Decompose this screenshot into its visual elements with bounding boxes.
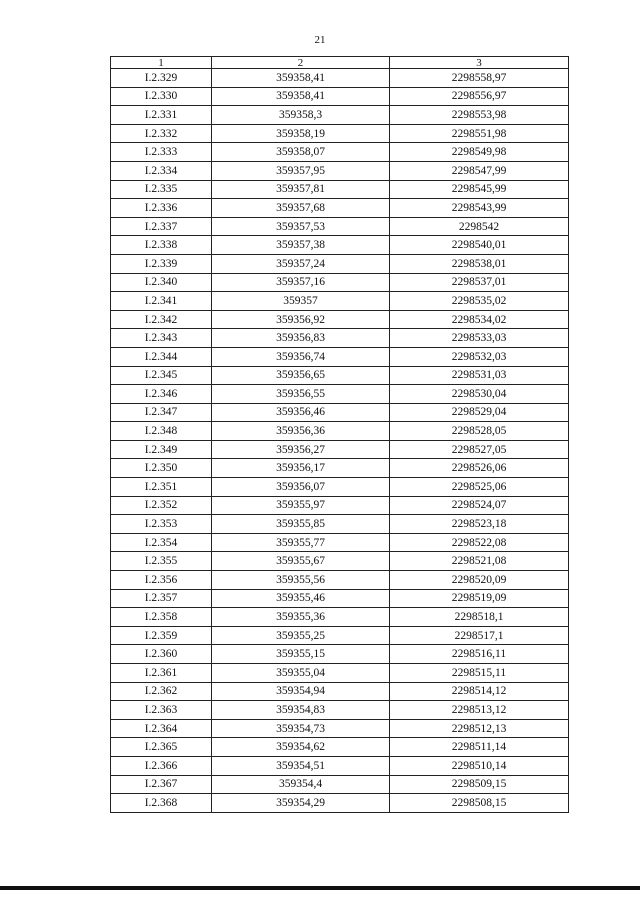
point-id-cell: I.2.343 (111, 329, 212, 348)
point-id-cell: I.2.354 (111, 533, 212, 552)
x-coordinate-cell: 359356,55 (212, 385, 390, 404)
x-coordinate-cell: 359355,15 (212, 645, 390, 664)
x-coordinate-cell: 359354,73 (212, 719, 390, 738)
table-header-row (111, 57, 569, 69)
x-coordinate-cell: 359355,85 (212, 515, 390, 534)
x-coordinate-cell: 359355,04 (212, 664, 390, 683)
table-row (111, 236, 569, 255)
point-id-cell: I.2.333 (111, 143, 212, 162)
point-id-cell: I.2.339 (111, 254, 212, 273)
x-coordinate-cell: 359356,83 (212, 329, 390, 348)
table-row (111, 310, 569, 329)
x-coordinate-cell: 359354,83 (212, 701, 390, 720)
point-id-cell: I.2.366 (111, 756, 212, 775)
point-id-cell: I.2.342 (111, 310, 212, 329)
x-coordinate-cell: 359355,36 (212, 608, 390, 627)
table-body (111, 69, 569, 813)
table-row (111, 701, 569, 720)
table-row (111, 496, 569, 515)
table-row (111, 738, 569, 757)
table-row (111, 756, 569, 775)
x-coordinate-cell: 359357,53 (212, 217, 390, 236)
table-row (111, 329, 569, 348)
point-id-cell: I.2.349 (111, 440, 212, 459)
y-coordinate-cell: 2298521,08 (390, 552, 569, 571)
y-coordinate-cell: 2298517,1 (390, 626, 569, 645)
point-id-cell: I.2.357 (111, 589, 212, 608)
point-id-cell: I.2.352 (111, 496, 212, 515)
y-coordinate-cell: 2298540,01 (390, 236, 569, 255)
x-coordinate-cell: 359357,38 (212, 236, 390, 255)
column-header-3: 3 (390, 57, 569, 69)
x-coordinate-cell: 359357 (212, 292, 390, 311)
y-coordinate-cell: 2298534,02 (390, 310, 569, 329)
point-id-cell: I.2.363 (111, 701, 212, 720)
y-coordinate-cell: 2298531,03 (390, 366, 569, 385)
x-coordinate-cell: 359357,95 (212, 161, 390, 180)
x-coordinate-cell: 359357,68 (212, 199, 390, 218)
table-row (111, 459, 569, 478)
point-id-cell: I.2.336 (111, 199, 212, 218)
x-coordinate-cell: 359354,51 (212, 756, 390, 775)
y-coordinate-cell: 2298512,13 (390, 719, 569, 738)
y-coordinate-cell: 2298525,06 (390, 478, 569, 497)
table-row (111, 608, 569, 627)
y-coordinate-cell: 2298545,99 (390, 180, 569, 199)
point-id-cell: I.2.330 (111, 87, 212, 106)
y-coordinate-cell: 2298535,02 (390, 292, 569, 311)
x-coordinate-cell: 359356,74 (212, 347, 390, 366)
y-coordinate-cell: 2298556,97 (390, 87, 569, 106)
table-row (111, 217, 569, 236)
point-id-cell: I.2.362 (111, 682, 212, 701)
y-coordinate-cell: 2298551,98 (390, 124, 569, 143)
table-row (111, 403, 569, 422)
point-id-cell: I.2.359 (111, 626, 212, 645)
point-id-cell: I.2.355 (111, 552, 212, 571)
table-row (111, 143, 569, 162)
x-coordinate-cell: 359355,77 (212, 533, 390, 552)
point-id-cell: I.2.340 (111, 273, 212, 292)
table-row (111, 87, 569, 106)
point-id-cell: I.2.337 (111, 217, 212, 236)
x-coordinate-cell: 359355,56 (212, 571, 390, 590)
y-coordinate-cell: 2298509,15 (390, 775, 569, 794)
x-coordinate-cell: 359356,36 (212, 422, 390, 441)
y-coordinate-cell: 2298522,08 (390, 533, 569, 552)
table-row (111, 589, 569, 608)
table-row (111, 571, 569, 590)
table-row (111, 719, 569, 738)
y-coordinate-cell: 2298510,14 (390, 756, 569, 775)
point-id-cell: I.2.335 (111, 180, 212, 199)
x-coordinate-cell: 359354,94 (212, 682, 390, 701)
x-coordinate-cell: 359355,25 (212, 626, 390, 645)
point-id-cell: I.2.364 (111, 719, 212, 738)
column-header-1: 1 (111, 57, 212, 69)
x-coordinate-cell: 359356,65 (212, 366, 390, 385)
y-coordinate-cell: 2298558,97 (390, 69, 569, 88)
x-coordinate-cell: 359358,07 (212, 143, 390, 162)
y-coordinate-cell: 2298519,09 (390, 589, 569, 608)
page-number: 21 (314, 34, 326, 46)
y-coordinate-cell: 2298518,1 (390, 608, 569, 627)
y-coordinate-cell: 2298537,01 (390, 273, 569, 292)
table-row (111, 385, 569, 404)
point-id-cell: I.2.365 (111, 738, 212, 757)
table-row (111, 552, 569, 571)
table-row (111, 106, 569, 125)
y-coordinate-cell: 2298527,05 (390, 440, 569, 459)
x-coordinate-cell: 359355,97 (212, 496, 390, 515)
table-row (111, 124, 569, 143)
column-header-2: 2 (212, 57, 390, 69)
x-coordinate-cell: 359354,4 (212, 775, 390, 794)
table-row (111, 347, 569, 366)
coordinates-table (110, 56, 569, 813)
y-coordinate-cell: 2298553,98 (390, 106, 569, 125)
table-row (111, 161, 569, 180)
x-coordinate-cell: 359356,17 (212, 459, 390, 478)
point-id-cell: I.2.367 (111, 775, 212, 794)
table-row (111, 682, 569, 701)
y-coordinate-cell: 2298532,03 (390, 347, 569, 366)
x-coordinate-cell: 359358,19 (212, 124, 390, 143)
table-row (111, 664, 569, 683)
x-coordinate-cell: 359356,27 (212, 440, 390, 459)
point-id-cell: I.2.368 (111, 794, 212, 813)
x-coordinate-cell: 359356,92 (212, 310, 390, 329)
y-coordinate-cell: 2298547,99 (390, 161, 569, 180)
y-coordinate-cell: 2298511,14 (390, 738, 569, 757)
y-coordinate-cell: 2298543,99 (390, 199, 569, 218)
point-id-cell: I.2.348 (111, 422, 212, 441)
point-id-cell: I.2.351 (111, 478, 212, 497)
x-coordinate-cell: 359358,3 (212, 106, 390, 125)
y-coordinate-cell: 2298520,09 (390, 571, 569, 590)
table-row (111, 254, 569, 273)
table-row (111, 366, 569, 385)
x-coordinate-cell: 359358,41 (212, 69, 390, 88)
table-row (111, 440, 569, 459)
table-row (111, 626, 569, 645)
y-coordinate-cell: 2298528,05 (390, 422, 569, 441)
table-row (111, 775, 569, 794)
y-coordinate-cell: 2298508,15 (390, 794, 569, 813)
point-id-cell: I.2.353 (111, 515, 212, 534)
y-coordinate-cell: 2298526,06 (390, 459, 569, 478)
point-id-cell: I.2.347 (111, 403, 212, 422)
table-row (111, 199, 569, 218)
table-row (111, 645, 569, 664)
x-coordinate-cell: 359357,16 (212, 273, 390, 292)
bottom-rule (0, 886, 640, 890)
x-coordinate-cell: 359354,62 (212, 738, 390, 757)
table-row (111, 180, 569, 199)
y-coordinate-cell: 2298523,18 (390, 515, 569, 534)
table-row (111, 292, 569, 311)
x-coordinate-cell: 359357,81 (212, 180, 390, 199)
point-id-cell: I.2.361 (111, 664, 212, 683)
table-row (111, 478, 569, 497)
x-coordinate-cell: 359356,07 (212, 478, 390, 497)
point-id-cell: I.2.334 (111, 161, 212, 180)
y-coordinate-cell: 2298549,98 (390, 143, 569, 162)
point-id-cell: I.2.350 (111, 459, 212, 478)
y-coordinate-cell: 2298542 (390, 217, 569, 236)
y-coordinate-cell: 2298524,07 (390, 496, 569, 515)
point-id-cell: I.2.360 (111, 645, 212, 664)
table-row (111, 794, 569, 813)
table-row (111, 422, 569, 441)
x-coordinate-cell: 359355,46 (212, 589, 390, 608)
point-id-cell: I.2.338 (111, 236, 212, 255)
x-coordinate-cell: 359357,24 (212, 254, 390, 273)
point-id-cell: I.2.344 (111, 347, 212, 366)
y-coordinate-cell: 2298533,03 (390, 329, 569, 348)
table-row (111, 273, 569, 292)
x-coordinate-cell: 359358,41 (212, 87, 390, 106)
point-id-cell: I.2.332 (111, 124, 212, 143)
point-id-cell: I.2.329 (111, 69, 212, 88)
x-coordinate-cell: 359356,46 (212, 403, 390, 422)
point-id-cell: I.2.356 (111, 571, 212, 590)
y-coordinate-cell: 2298516,11 (390, 645, 569, 664)
point-id-cell: I.2.358 (111, 608, 212, 627)
y-coordinate-cell: 2298529,04 (390, 403, 569, 422)
y-coordinate-cell: 2298530,04 (390, 385, 569, 404)
point-id-cell: I.2.331 (111, 106, 212, 125)
x-coordinate-cell: 359355,67 (212, 552, 390, 571)
y-coordinate-cell: 2298515,11 (390, 664, 569, 683)
point-id-cell: I.2.346 (111, 385, 212, 404)
x-coordinate-cell: 359354,29 (212, 794, 390, 813)
point-id-cell: I.2.341 (111, 292, 212, 311)
y-coordinate-cell: 2298538,01 (390, 254, 569, 273)
table-row (111, 69, 569, 88)
y-coordinate-cell: 2298513,12 (390, 701, 569, 720)
table-row (111, 515, 569, 534)
table-row (111, 533, 569, 552)
point-id-cell: I.2.345 (111, 366, 212, 385)
y-coordinate-cell: 2298514,12 (390, 682, 569, 701)
